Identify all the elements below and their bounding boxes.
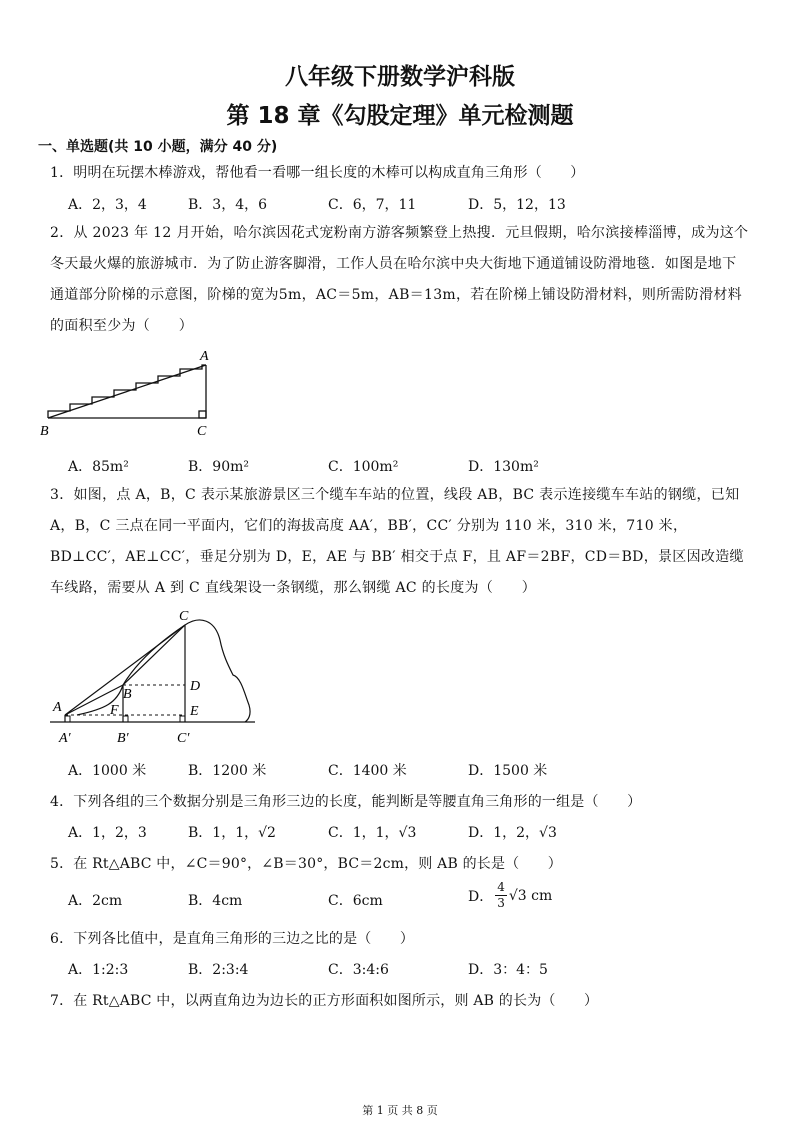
q6-option-a: A．1:2:3 <box>68 962 129 978</box>
q1-option-d: D．5，12，13 <box>468 197 566 213</box>
q3-option-b: B．1200 米 <box>188 763 267 779</box>
q6-option-c: C．3:4:6 <box>328 962 389 978</box>
cable-label-b: B <box>123 687 132 702</box>
q1-option-c: C．6，7，11 <box>328 197 417 213</box>
cable-label-a: A <box>53 700 62 715</box>
section-heading: 一、单选题(共 10 小题，满分 40 分) <box>38 139 278 155</box>
stairs-label-c: C <box>197 424 207 439</box>
cable-label-a-prime: A′ <box>59 731 71 746</box>
stairs-label-a: A <box>200 349 209 364</box>
q2-option-a: A．85m² <box>68 459 129 475</box>
cable-label-f: F <box>110 703 119 718</box>
q3-option-d: D．1500 米 <box>468 763 548 779</box>
q5-fraction-numerator: 4 <box>497 880 505 894</box>
page-footer: 第 1 页 共 8 页 <box>362 1104 438 1117</box>
question-6-stem: 6．下列各比值中，是直角三角形的三边之比的是（ ） <box>50 931 415 947</box>
q3-option-c: C．1400 米 <box>328 763 407 779</box>
q5-fraction-denominator: 3 <box>497 896 505 910</box>
q4-option-d: D．1，2，√3 <box>468 825 557 841</box>
q5-option-d <box>468 880 552 911</box>
q4-option-c: C．1，1，√3 <box>328 825 417 841</box>
q5-option-d-rest: √3 cm <box>508 887 553 904</box>
question-7-stem: 7．在 Rt△ABC 中，以两直角边为边长的正方形面积如图所示，则 AB 的长为（ ） <box>50 993 599 1009</box>
q5-option-b: B．4cm <box>188 893 243 909</box>
q2-option-c: C．100m² <box>328 459 399 475</box>
cable-label-d: D <box>190 679 201 694</box>
cable-label-e: E <box>190 704 199 719</box>
cable-car-figure <box>45 605 265 750</box>
stairs-figure <box>40 345 230 440</box>
q2-option-d: D．130m² <box>468 459 539 475</box>
question-4-stem: 4．下列各组的三个数据分别是三角形三边的长度，能判断是等腰直角三角形的一组是（ ） <box>50 794 642 810</box>
cable-label-b-prime: B′ <box>117 731 129 746</box>
q6-option-b: B．2:3:4 <box>188 962 249 978</box>
q4-option-b: B．1，1，√2 <box>188 825 276 841</box>
question-2-stem: 2．从 2023 年 12 月开始，哈尔滨因花式宠粉南方游客频繁登上热搜．元旦假期，哈尔滨接棒淄博，成为这个冬天最火爆的旅游城市．为了防止游客脚滑，工作人员在哈尔滨中央大街地下通道铺设防滑地毯．如图是地下通道部分阶梯的示意图，阶梯的宽为5m，AC＝5m，AB＝13m，若在阶梯上铺设防滑材料，则所需防滑材料的面积至少为（ ） <box>50 225 749 334</box>
page-subtitle: 第 18 章《勾股定理》单元检测题 <box>226 103 574 129</box>
q5-option-a: A．2cm <box>68 893 123 909</box>
cable-label-c-prime: C′ <box>177 731 190 746</box>
q5-option-d-prefix: D． <box>468 888 494 905</box>
q2-option-b: B．90m² <box>188 459 249 475</box>
q5-option-d-fraction <box>495 880 507 911</box>
stairs-label-b: B <box>40 424 49 439</box>
question-5-stem: 5．在 Rt△ABC 中，∠C＝90°，∠B＝30°，BC＝2cm，则 AB 的长是（ ） <box>50 856 562 872</box>
question-3-stem: 3．如图，点 A，B，C 表示某旅游景区三个缆车车站的位置，线段 AB，BC 表示连接缆车车站的钢缆，已知 A，B，C 三点在同一平面内，它们的海拔高度 AA′，BB′，CC′ 分别为 110 米，310 米，710 米，BD⊥CC′，AE⊥CC′，垂足分别为 D，E，AE 与 BB′ 相交于点 F，且 AF＝2BF，CD＝BD，景区因改造缆车线路，需要从 A 到 C 直线架设一条钢缆，那么钢缆 AC 的长度为（ ） <box>50 487 744 596</box>
q1-option-b: B．3，4，6 <box>188 197 268 213</box>
q5-option-c: C．6cm <box>328 893 383 909</box>
q6-option-d: D．3：4：5 <box>468 962 548 978</box>
page-title: 八年级下册数学沪科版 <box>285 64 515 90</box>
question-1-stem: 1．明明在玩摆木棒游戏，帮他看一看哪一组长度的木棒可以构成直角三角形（ ） <box>50 165 585 181</box>
q1-option-a: A．2，3，4 <box>68 197 147 213</box>
cable-label-c: C <box>179 609 189 624</box>
q4-option-a: A．1，2，3 <box>68 825 147 841</box>
q3-option-a: A．1000 米 <box>68 763 147 779</box>
